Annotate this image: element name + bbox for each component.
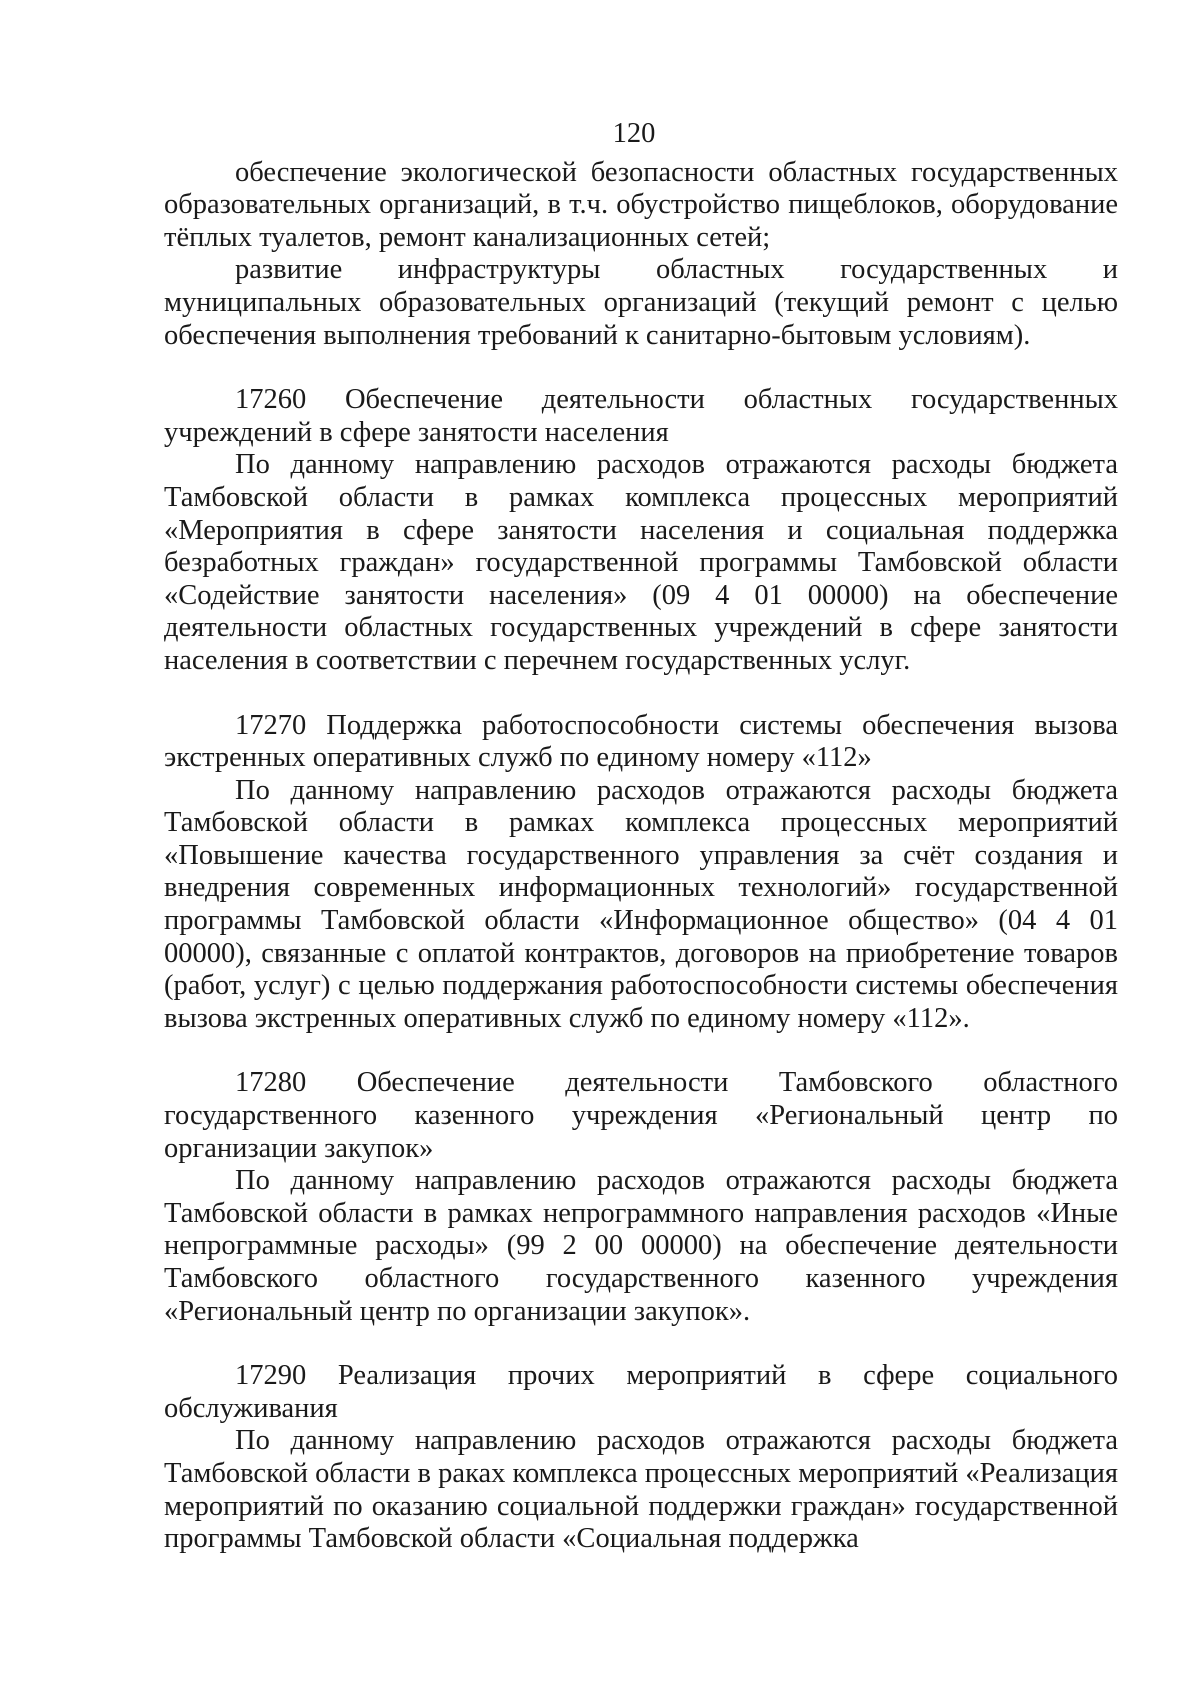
section-body: По данному направлению расходов отражаются расходы бюджета Тамбовской области в раках комплекса процессных мероприятий «Реализация мероприятий по оказанию социальной поддержки граждан» государственной программы Тамбовской области «Социальная поддержка [164,1425,1118,1555]
section-17280 [164,1067,1118,1328]
section-body: По данному направлению расходов отражаются расходы бюджета Тамбовской области в рамках комплекса процессных мероприятий «Повышение качества государственного управления за счёт создания и внедрения современных информационных технологий» государственной программы Тамбовской области «Информационное общество» (04 4 01 00000), связанные с оплатой контрактов, договоров на приобретение товаров (работ, услуг) с целью поддержания работоспособности системы обеспечения вызова экстренных оперативных служб по единому номеру «112». [164,774,1118,1034]
section-heading: 17270 Поддержка работоспособности системы обеспечения вызова экстренных оперативных служб по единому номеру «112» [164,709,1118,774]
section-heading: 17260 Обеспечение деятельности областных государственных учреждений в сфере занятости населения [164,384,1118,448]
section-heading: 17290 Реализация прочих мероприятий в сфере социального обслуживания [164,1360,1118,1424]
section-heading: 17280 Обеспечение деятельности Тамбовского областного государственного казенного учреждения «Региональный центр по организации закупок» [164,1067,1118,1164]
section-gap [164,352,1118,384]
section-body: По данному направлению расходов отражаются расходы бюджета Тамбовской области в рамках непрограммного направления расходов «Иные непрограммные расходы» (99 2 00 00000) на обеспечение деятельности Тамбовского областного государственного казенного учреждения «Региональный центр по организации закупок». [164,1165,1118,1327]
section-body: По данному направлению расходов отражаются расходы бюджета Тамбовской области в рамках комплекса процессных мероприятий «Мероприятия в сфере занятости населения и социальная поддержка безработных граждан» государственной программы Тамбовской области «Содействие занятости населения» (09 4 01 00000) на обеспечение деятельности областных государственных учреждений в сфере занятости населения в соответствии с перечнем государственных услуг. [164,449,1118,676]
section-17290 [164,1360,1118,1556]
document-page [164,118,1118,1556]
page-number: 120 [612,118,656,149]
section-gap [164,1035,1118,1067]
section-17270 [164,710,1118,1036]
intro-paragraph: развитие инфраструктуры областных государственных и муниципальных образовательных организаций (текущий ремонт с целью обеспечения выполнения требований к санитарно-бытовым условиям). [164,254,1118,351]
intro-paragraph: обеспечение экологической безопасности областных государственных образовательных организаций, в т.ч. обустройство пищеблоков, оборудование тёплых туалетов, ремонт канализационных сетей; [164,156,1118,253]
section-17260 [164,384,1118,677]
section-gap [164,678,1118,710]
section-gap [164,1328,1118,1360]
